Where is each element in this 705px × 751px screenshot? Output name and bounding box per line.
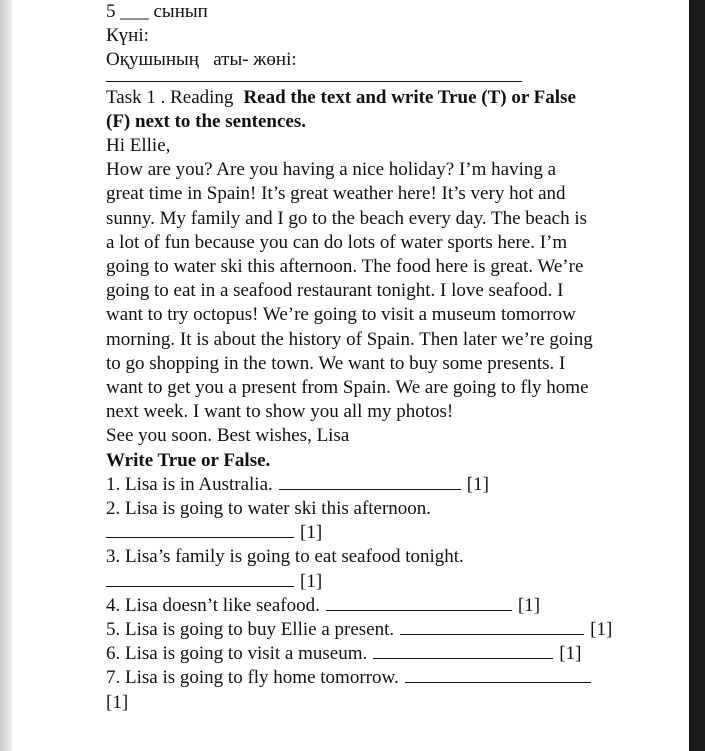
answer-blank[interactable] — [400, 618, 584, 635]
mark-label: [1] — [590, 619, 613, 641]
question-item — [106, 594, 676, 618]
grade-word: сынып — [153, 1, 208, 22]
answer-blank[interactable] — [106, 521, 294, 538]
mark-label: [1] — [559, 643, 582, 665]
letter-line: to go shopping in the town. We want to buy some presents. I — [106, 352, 566, 374]
task-instruction: Read the text and write True (T) or False — [243, 86, 576, 108]
question-mark-line — [106, 691, 676, 715]
question-text: 1. Lisa is in Australia. — [106, 473, 273, 495]
right-page-edge — [689, 0, 705, 751]
question-text: 2. Lisa is going to water ski this afternoon. — [106, 498, 432, 520]
question-item — [106, 497, 676, 521]
question-text: 4. Lisa doesn’t like seafood. — [106, 594, 320, 616]
letter-line: great time in Spain! It’s great weather here! It’s very hot and — [106, 183, 566, 205]
question-text: 7. Lisa is going to fly home tomorrow. — [106, 667, 399, 689]
grade-number: 5 — [106, 1, 116, 22]
left-page-edge — [0, 0, 12, 751]
answer-blank[interactable] — [279, 473, 461, 490]
letter-line: going to eat in a seafood restaurant tonight. I love seafood. I — [106, 280, 564, 302]
grade-line — [106, 0, 676, 24]
question-item — [106, 642, 676, 666]
answer-blank[interactable] — [405, 666, 591, 683]
task-prefix: Task 1 . Reading — [106, 86, 234, 108]
questions-heading: Write True or False. — [106, 449, 271, 471]
mark-label: [1] — [517, 594, 541, 616]
question-item — [106, 618, 676, 642]
question-text: 6. Lisa is going to visit a museum. — [106, 643, 368, 665]
date-label[interactable]: Күні: — [106, 25, 149, 47]
letter-line: sunny. My family and I go to the beach every day. The beach is — [106, 207, 588, 229]
question-answer-line — [106, 570, 676, 594]
student-name-label[interactable]: Оқушының аты- жөні: — [106, 49, 297, 71]
question-item — [106, 545, 676, 569]
letter-line: going to water ski this afternoon. The food here is great. We’re — [106, 256, 584, 278]
answer-blank[interactable] — [373, 642, 553, 659]
letter-closing: See you soon. Best wishes, Lisa — [106, 425, 350, 447]
worksheet — [106, 0, 676, 715]
question-item — [106, 473, 676, 497]
letter-line: want to get you a present from Spain. We are going to fly home — [106, 377, 589, 399]
letter-line: a lot of fun because you can do lots of water sports here. I’m — [106, 231, 568, 253]
mark-label: [1] — [300, 522, 323, 544]
mark-label: [1] — [300, 570, 323, 592]
letter-line: want to try octopus! We’re going to visit a museum tomorrow — [106, 304, 576, 326]
question-text: 5. Lisa is going to buy Ellie a present. — [106, 619, 395, 641]
letter-line: next week. I want to show you all my photos! — [106, 401, 454, 423]
name-underline — [106, 81, 522, 82]
mark-label: [1] — [106, 691, 129, 713]
task-heading — [106, 86, 676, 110]
grade-blank[interactable]: ___ — [120, 1, 149, 22]
letter-line: morning. It is about the history of Spain. Then later we’re going — [106, 328, 593, 350]
letter-greeting: Hi Ellie, — [106, 135, 171, 157]
question-item — [106, 666, 676, 690]
task-instruction-cont: (F) next to the sentences. — [106, 110, 306, 132]
answer-blank[interactable] — [106, 570, 294, 587]
question-text: 3. Lisa’s family is going to eat seafood tonight. — [106, 546, 464, 568]
question-answer-line — [106, 521, 676, 545]
mark-label: [1] — [466, 473, 489, 495]
letter-line: How are you? Are you having a nice holiday? I’m having a — [106, 159, 557, 181]
answer-blank[interactable] — [326, 594, 512, 611]
